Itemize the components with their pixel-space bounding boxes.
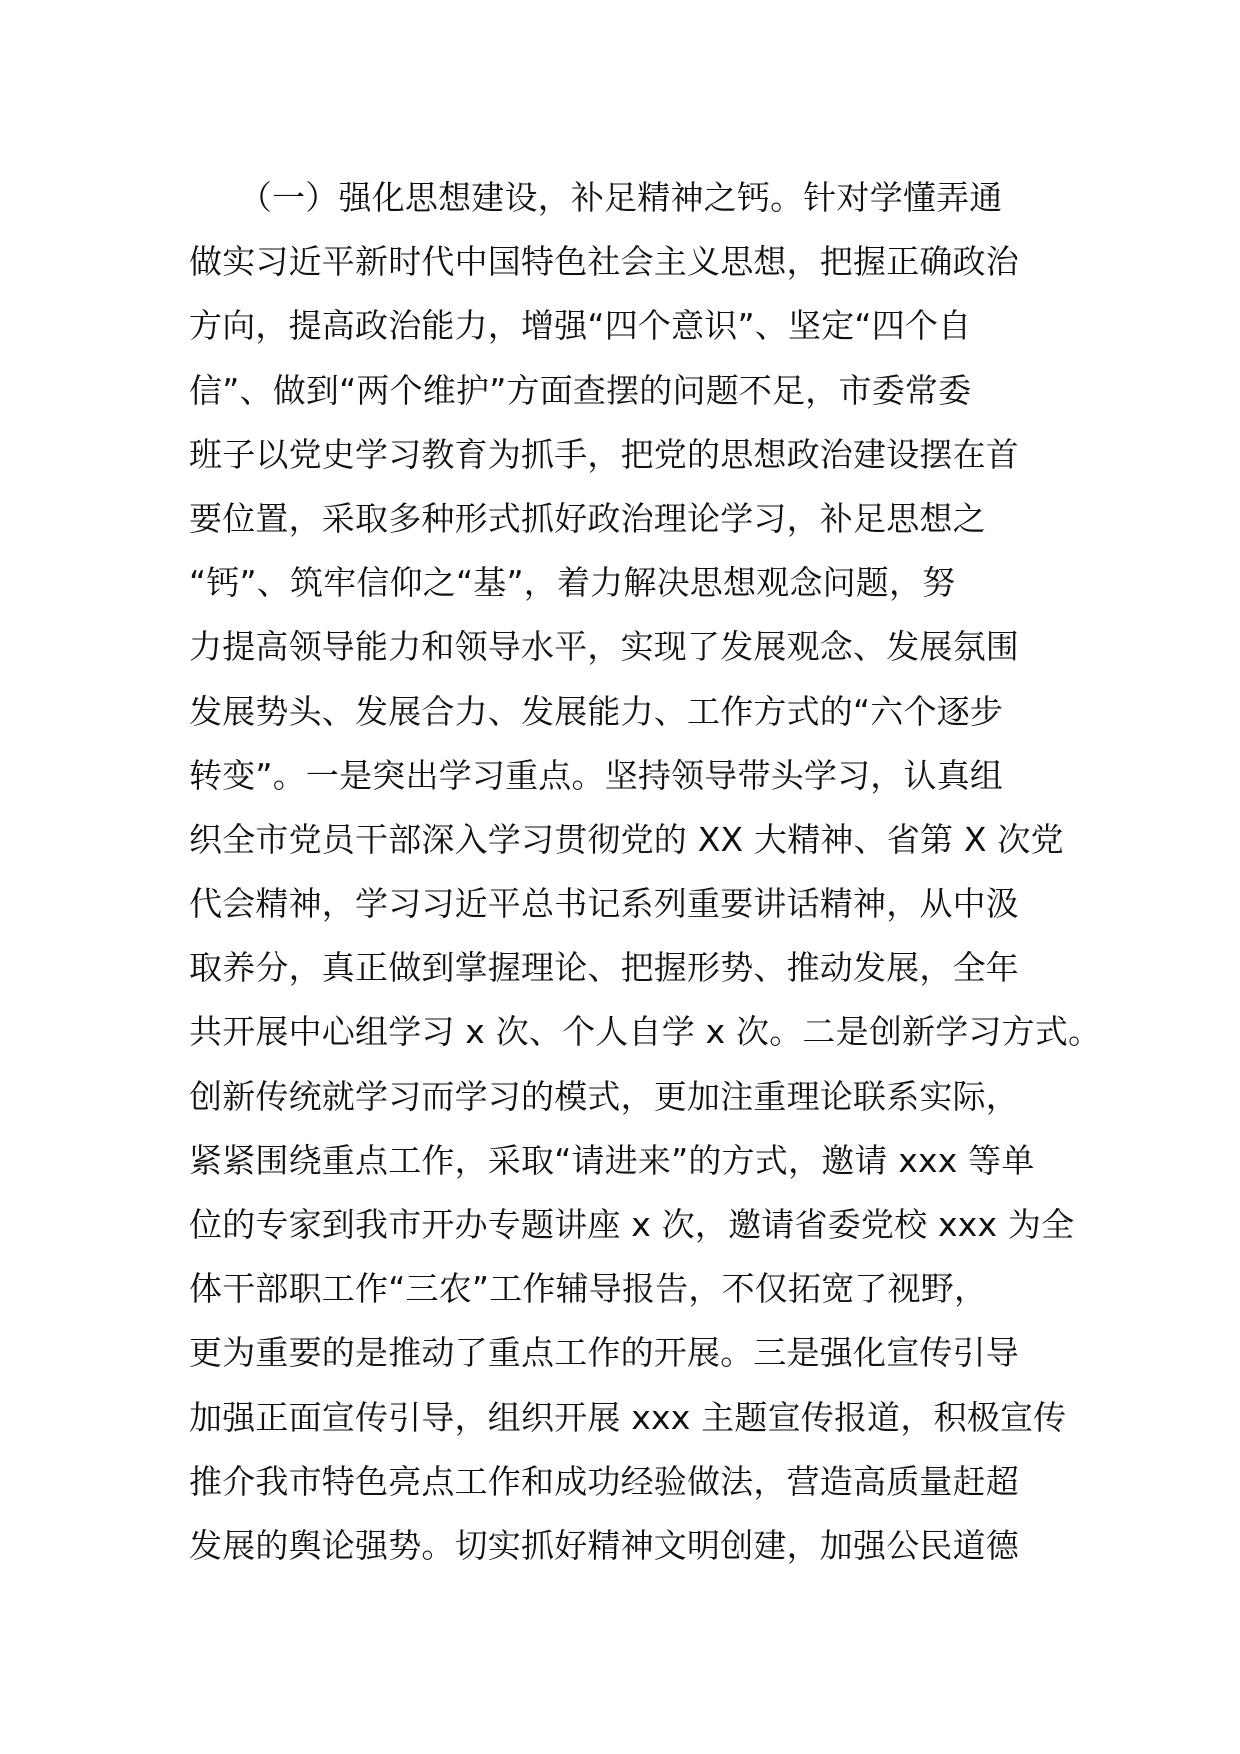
text-line: （一）强化思想建设，补足精神之钙。针对学懂弄通 xyxy=(189,178,1003,217)
text-line: 体干部职工作“三农”工作辅导报告，不仅拓宽了视野， xyxy=(189,1269,988,1309)
text-line: 织全市党员干部深入学习贯彻党的 XX 大精神、省第 X 次党 xyxy=(189,819,1064,859)
text-line: 推介我市特色亮点工作和成功经验做法，营造高质量赶超 xyxy=(189,1461,1019,1501)
text-line: 创新传统就学习而学习的模式，更加注重理论联系实际， xyxy=(189,1076,1019,1116)
text-line: 要位置，采取多种形式抓好政治理论学习，补足思想之 xyxy=(189,498,986,538)
text-line: 取养分，真正做到掌握理论、把握形势、推动发展，全年 xyxy=(189,948,1019,988)
body-paragraph xyxy=(189,166,1102,1578)
text-line: 发展的舆论强势。切实抓好精神文明创建，加强公民道德 xyxy=(189,1525,1019,1565)
text-line: 位的专家到我市开办专题讲座 x 次，邀请省委党校 xxx 为全 xyxy=(189,1205,1075,1244)
text-line: 代会精神，学习习近平总书记系列重要讲话精神，从中汲 xyxy=(189,884,1019,924)
text-line: 做实习近平新时代中国特色社会主义思想，把握正确政治 xyxy=(189,242,1019,282)
text-line: 发展势头、发展合力、发展能力、工作方式的“六个逐步 xyxy=(189,691,1004,731)
text-line: 紧紧围绕重点工作，采取“请进来”的方式，邀请 xxx 等单 xyxy=(189,1140,1035,1180)
text-line: 班子以党史学习教育为抓手，把党的思想政治建设摆在首 xyxy=(189,434,1019,474)
text-line: 共开展中心组学习 x 次、个人自学 x 次。二是创新学习方式。 xyxy=(189,1012,1102,1052)
text-line: 信”、做到“两个维护”方面查摆的问题不足，市委常委 xyxy=(189,370,972,410)
text-line: 方向，提高政治能力，增强“四个意识”、坚定“四个自 xyxy=(189,306,972,346)
text-line: 更为重要的是推动了重点工作的开展。三是强化宣传引导 xyxy=(189,1333,1019,1373)
text-line: “钙”、筑牢信仰之“基”，着力解决思想观念问题，努 xyxy=(189,563,956,603)
text-line: 转变”。一是突出学习重点。坚持领导带头学习，认真组 xyxy=(189,755,1004,795)
text-line: 加强正面宣传引导，组织开展 xxx 主题宣传报道，积极宣传 xyxy=(189,1397,1067,1437)
text-line: 力提高领导能力和领导水平，实现了发展观念、发展氛围 xyxy=(189,627,1019,667)
